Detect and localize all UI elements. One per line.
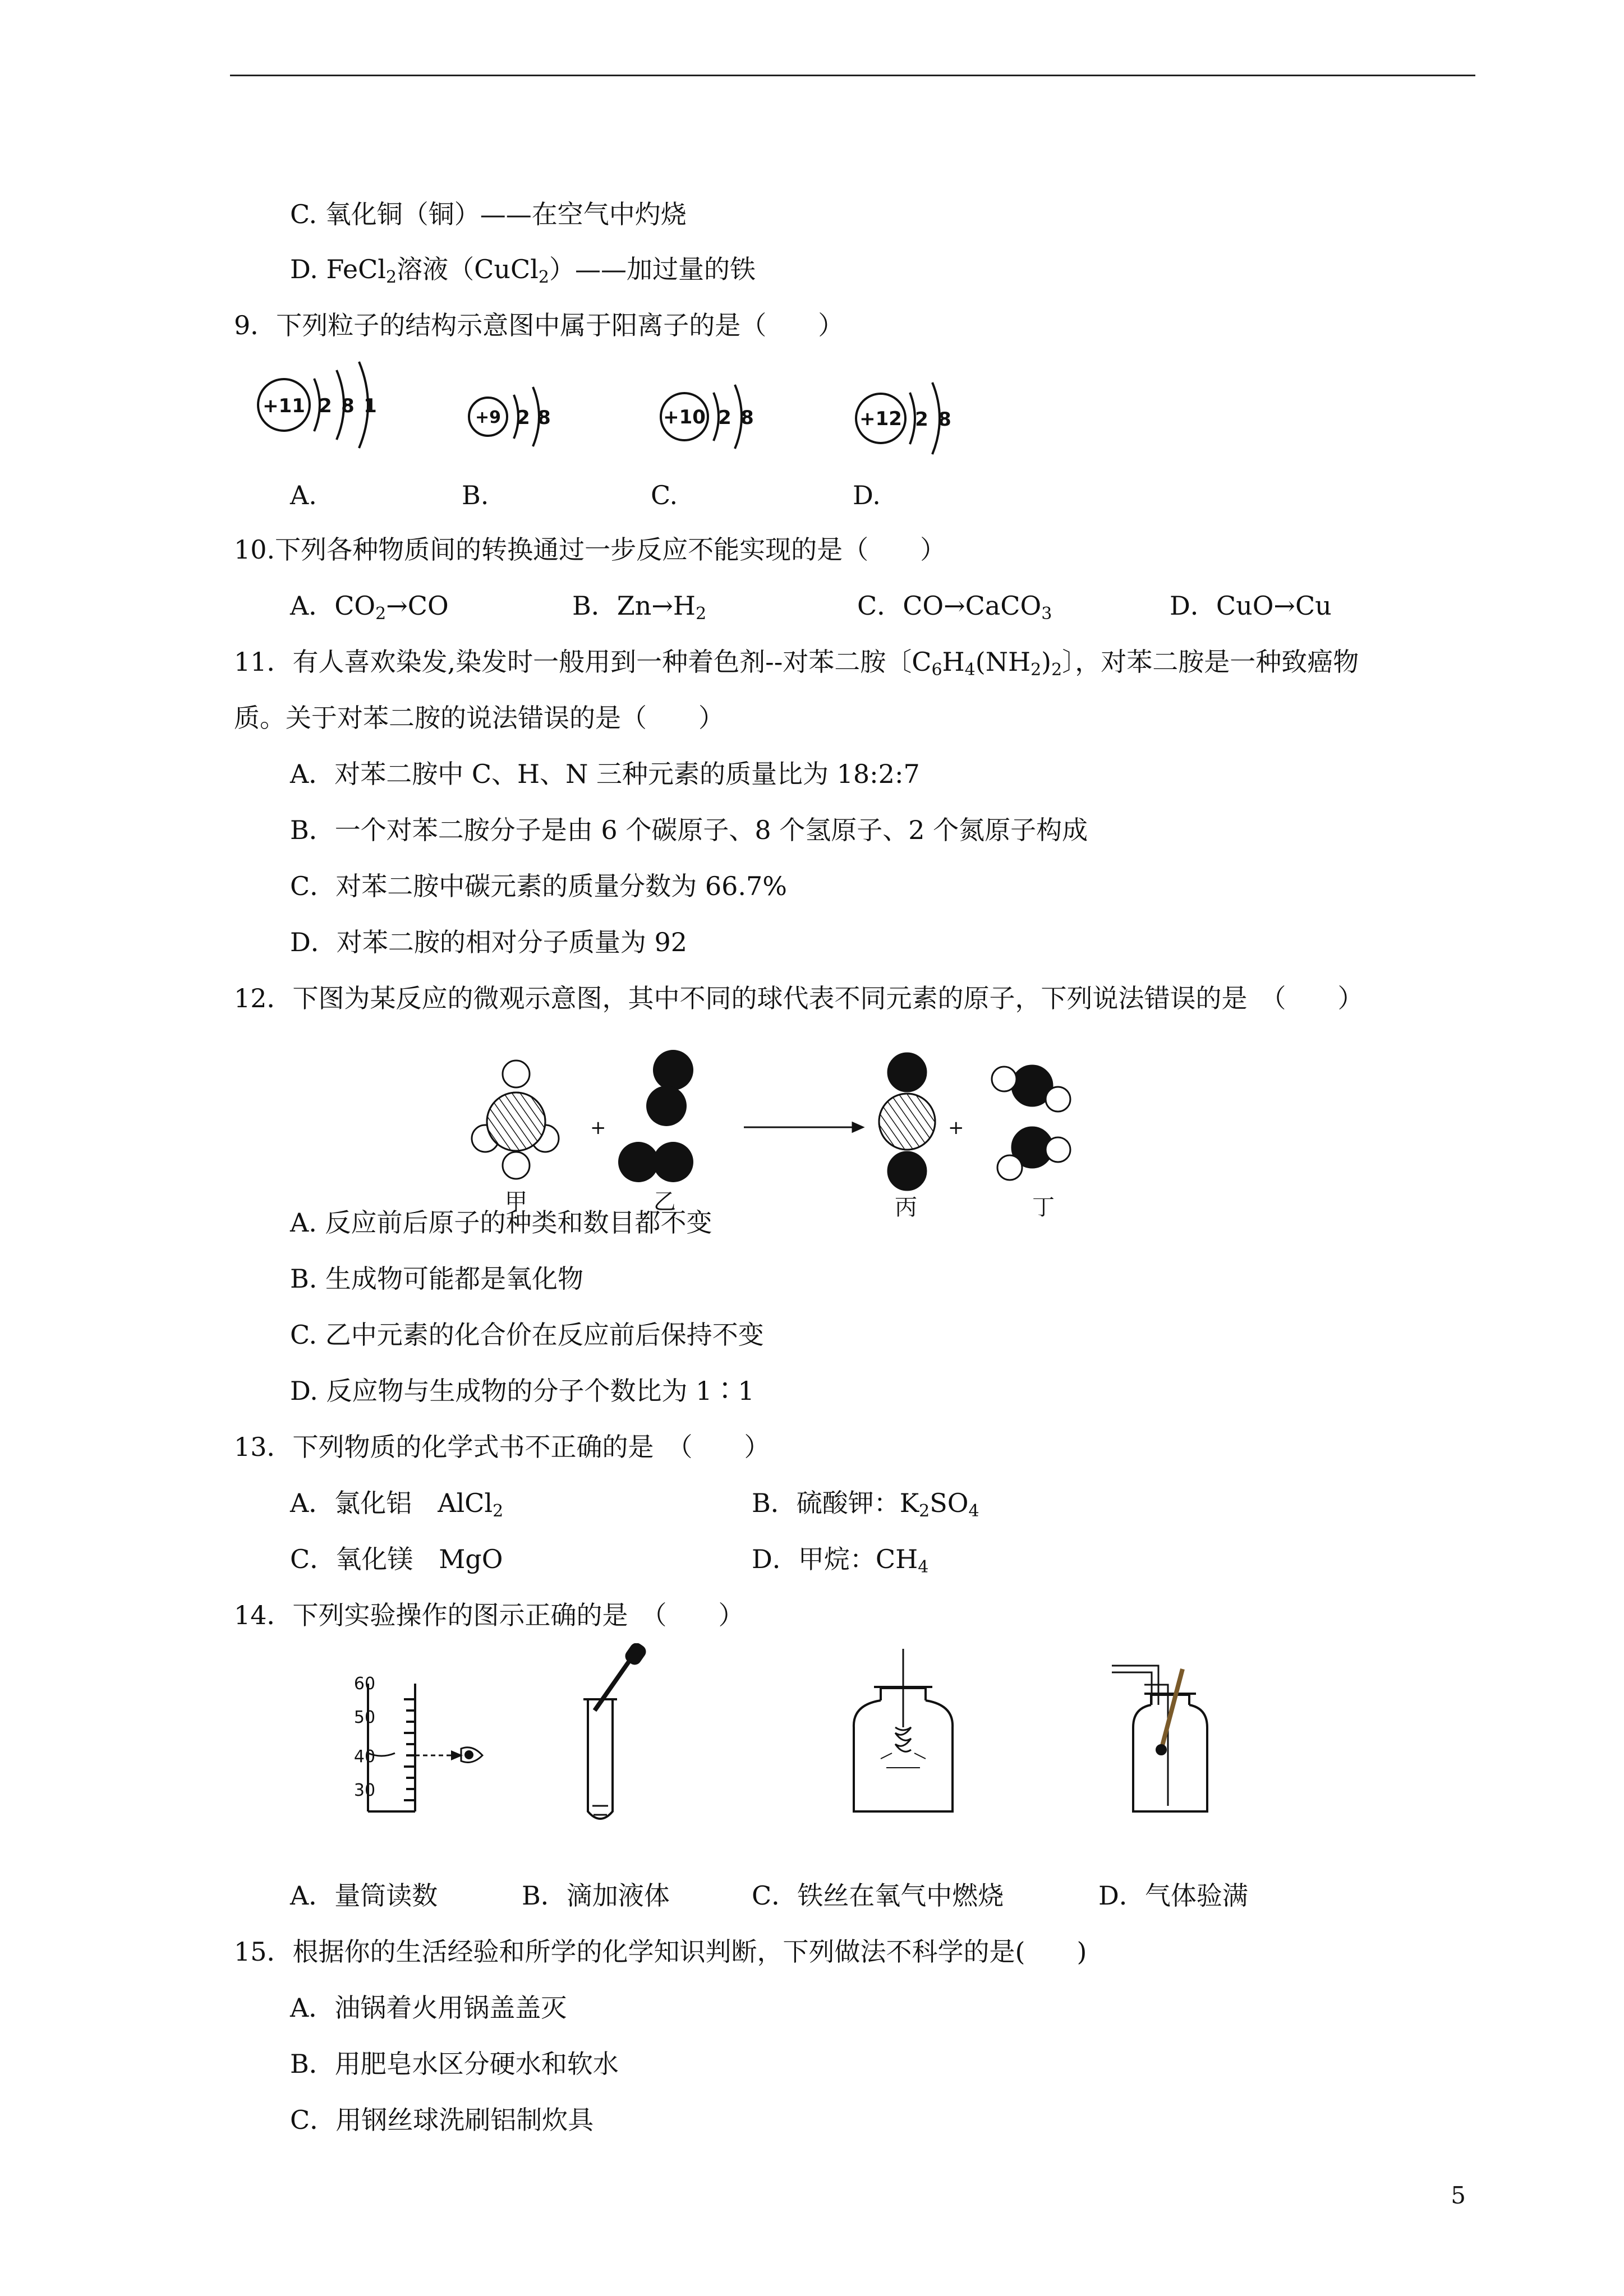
atom-c-shell-1: 2 (718, 407, 732, 429)
q9-label-d: D. (853, 480, 881, 510)
q14-stem: 14．下列实验操作的图示正确的是 （ ） (234, 1600, 744, 1630)
q12-option-a: A. 反应前后原子的种类和数目都不变 (290, 1207, 712, 1238)
q13-option-a: A．氯化铝 AlCl$_2$ (290, 1488, 504, 1521)
molecule-jia (472, 1061, 559, 1179)
page-number: 5 (1451, 2182, 1466, 2209)
atom-d-nucleus: +12 (859, 408, 902, 430)
q9-label-a: A. (290, 480, 317, 510)
header-rule (230, 75, 1475, 76)
q11-stem-line2: 质。关于对苯二胺的说法错误的是（ ） (234, 703, 724, 733)
label-jia: 甲 (505, 1189, 527, 1215)
q15-option-a: A．油锅着火用锅盖盖灭 (290, 1993, 567, 2023)
q14-option-c: C．铁丝在氧气中燃烧 (752, 1880, 1004, 1911)
test-tube-dropper (583, 1643, 647, 1819)
plus-sign-2: + (948, 1117, 964, 1139)
q9-label-b: B. (462, 480, 489, 510)
q11-option-b: B．一个对苯二胺分子是由 6 个碳原子、8 个氢原子、2 个氮原子构成 (290, 815, 1088, 845)
q12-reaction-diagram (460, 1043, 1105, 1223)
molecule-yi (618, 1050, 693, 1182)
gas-bottle-iron-wire (854, 1649, 953, 1811)
gas-collecting-bottle (1112, 1666, 1207, 1811)
label-bing: 丙 (895, 1195, 917, 1220)
q12-option-d: D. 反应物与生成物的分子个数比为 1∶1 (290, 1376, 755, 1406)
q11-option-d: D．对苯二胺的相对分子质量为 92 (290, 927, 688, 957)
atom-a-nucleus: +11 (263, 395, 305, 417)
q15-option-b: B．用肥皂水区分硬水和软水 (290, 2049, 619, 2079)
q14-experiment-diagrams (348, 1643, 1279, 1845)
q12-stem: 12．下图为某反应的微观示意图，其中不同的球代表不同元素的原子，下列说法错误的是 （ ） (234, 983, 1364, 1013)
q10-option-a: A．$CO_2\to CO$ (290, 591, 449, 624)
plus-sign-1: + (590, 1117, 606, 1139)
atom-a-shell-1: 2 (319, 395, 332, 417)
q10-option-c: C．CO→CaCO$_3$ (857, 591, 1052, 624)
label-yi: 乙 (654, 1189, 676, 1215)
q10-option-d: D．CuO→Cu (1170, 591, 1332, 621)
molecule-ding (992, 1066, 1070, 1180)
atom-d-shell-1: 2 (915, 408, 928, 431)
q9-label-c: C. (651, 480, 678, 510)
q14-option-d: D．气体验满 (1098, 1880, 1248, 1911)
q13-option-d: D．甲烷：$CH_4$ (752, 1544, 929, 1577)
atom-c-shell-2: 8 (740, 407, 754, 429)
q13-stem: 13．下列物质的化学式书不正确的是 （ ） (234, 1432, 770, 1462)
q13-option-c: C．氧化镁 MgO (290, 1544, 503, 1574)
atom-diagram-c (661, 385, 754, 449)
atom-a-shell-2: 8 (341, 395, 355, 417)
label-ding: 丁 (1032, 1195, 1055, 1220)
q8-option-d: D. FeCl$_2$溶液（CuCl$_2$）——加过量的铁 (290, 254, 756, 287)
cylinder-mark-30: 30 (353, 1781, 376, 1800)
q10-stem: 10.下列各种物质间的转换通过一步反应不能实现的是（ ） (234, 534, 946, 565)
atom-diagram-b (469, 387, 551, 446)
q15-option-c: C．用钢丝球洗刷铝制炊具 (290, 2105, 594, 2135)
q12-option-c: C. 乙中元素的化合价在反应前后保持不变 (290, 1320, 764, 1350)
atom-d-shell-2: 8 (938, 408, 951, 431)
atom-c-nucleus: +10 (663, 406, 706, 428)
cylinder-mark-40: 40 (353, 1747, 376, 1767)
q14-option-a: A．量筒读数 (290, 1880, 438, 1911)
q13-option-b: B．硫酸钾：$K_2SO_4$ (752, 1488, 979, 1521)
q11-stem-line1: 11．有人喜欢染发,染发时一般用到一种着色剂--对苯二胺〔$C_6H_4(NH_2)_2$〕，对苯二胺是一种致癌物 (234, 647, 1359, 680)
atom-b-nucleus: +9 (475, 408, 502, 427)
atom-diagram-d (856, 382, 951, 454)
cylinder-mark-60: 60 (353, 1674, 376, 1694)
q12-option-b: B. 生成物可能都是氧化物 (290, 1264, 584, 1294)
q14-option-b: B．滴加液体 (522, 1880, 670, 1911)
q9-atom-diagrams (247, 348, 1032, 471)
reaction-arrow (744, 1123, 863, 1132)
atom-b-shell-1: 2 (517, 407, 530, 429)
atom-a-shell-3: 1 (364, 395, 377, 417)
q10-option-b: B．$Zn\to H_2$ (572, 591, 707, 624)
q15-stem: 15．根据你的生活经验和所学的化学知识判断，下列做法不科学的是( ) (234, 1937, 1087, 1967)
graduated-cylinder (368, 1684, 482, 1811)
q11-option-a: A．对苯二胺中 C、H、N 三种元素的质量比为 18:2:7 (290, 759, 920, 789)
cylinder-mark-50: 50 (353, 1708, 376, 1727)
atom-diagram-a (258, 362, 377, 448)
q8-option-c: C. 氧化铜（铜）——在空气中灼烧 (290, 199, 687, 229)
q11-option-c: C．对苯二胺中碳元素的质量分数为 66.7% (290, 871, 787, 901)
q9-stem: 9．下列粒子的结构示意图中属于阳离子的是（ ） (234, 310, 844, 340)
atom-b-shell-2: 8 (537, 407, 551, 429)
molecule-bing (879, 1053, 935, 1190)
